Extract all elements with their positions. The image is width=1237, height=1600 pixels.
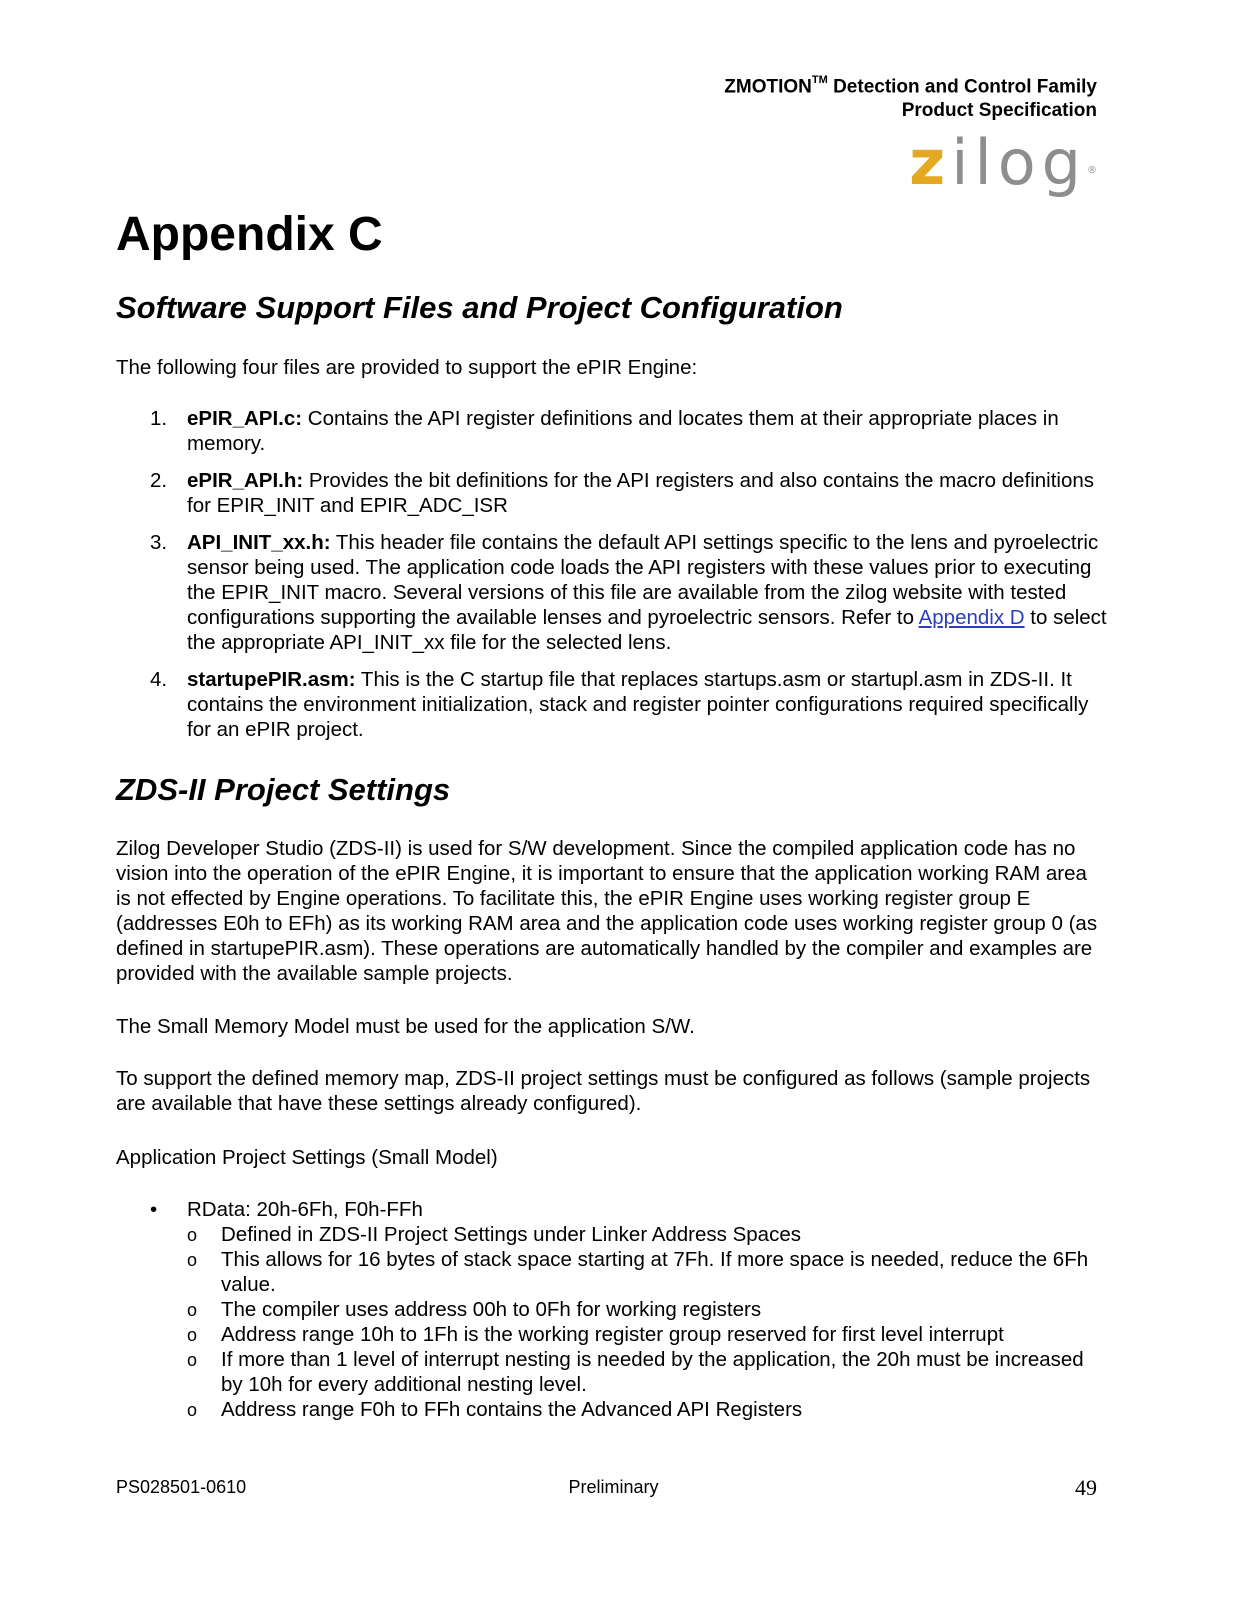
list-number: 4. xyxy=(150,668,168,691)
sub-item-text: The compiler uses address 00h to 0Fh for working registers xyxy=(221,1298,762,1321)
sub-list-item xyxy=(187,1347,1110,1397)
sub-list-item xyxy=(187,1322,1110,1347)
memory-map-paragraph: To support the defined memory map, ZDS-II project settings must be configured as follows (sample projects are available that have these settings already configured). xyxy=(116,1067,1091,1115)
section-heading-software-support: Software Support Files and Project Configuration xyxy=(116,290,843,325)
sub-item-text: If more than 1 level of interrupt nesting is needed by the application, the 20h must be increased by 10h for every additional nesting level. xyxy=(221,1348,1084,1396)
list-number: 3. xyxy=(150,531,168,554)
list-number: 2. xyxy=(150,469,168,492)
logo-letters-rest: ilog xyxy=(951,126,1087,199)
file-name: startupePIR.asm: xyxy=(187,668,356,691)
circle-bullet-icon: o xyxy=(187,1325,198,1345)
circle-bullet-icon: o xyxy=(187,1350,198,1370)
support-files-list xyxy=(150,406,1110,754)
header-subtitle: Product Specification xyxy=(901,100,1097,122)
project-settings-label: Application Project Settings (Small Model) xyxy=(116,1146,498,1169)
sub-list-container xyxy=(150,1222,1110,1422)
logo-letter-z: z xyxy=(909,126,952,199)
file-name: API_INIT_xx.h: xyxy=(187,531,331,554)
zds-paragraph: Zilog Developer Studio (ZDS-II) is used for S/W development. Since the compiled application code has no vision into the operation of the ePIR Engine, it is important to ensure that the application working RAM area is not effected by Engine operations. To facilitate this, the ePIR Engine uses working register group E (addresses E0h to EFh) as its working RAM area and the application code uses working register group 0 (as defined in startupePIR.asm). These operations are automatically handled by the compiler and examples are provided with the available sample projects. xyxy=(116,837,1098,985)
list-item xyxy=(150,530,1110,655)
rdata-sub-list xyxy=(150,1222,1110,1422)
circle-bullet-icon: o xyxy=(187,1250,198,1270)
sub-item-text: Defined in ZDS-II Project Settings under Linker Address Spaces xyxy=(221,1223,801,1246)
sub-list-item xyxy=(187,1297,1110,1322)
page-number: 49 xyxy=(1075,1475,1097,1500)
file-description-continued: to select the appropriate API_INIT_xx file for the selected lens. xyxy=(187,606,1107,654)
list-item xyxy=(150,1197,1110,1222)
file-description: Contains the API register definitions and locates them at their appropriate places in memory. xyxy=(187,407,1059,455)
appendix-d-link[interactable]: Appendix D xyxy=(918,606,1025,629)
footer-doc-id: PS028501-0610 xyxy=(116,1477,247,1497)
intro-paragraph: The following four files are provided to support the ePIR Engine: xyxy=(116,356,698,379)
appendix-title: Appendix C xyxy=(116,208,383,261)
sub-item-text: This allows for 16 bytes of stack space starting at 7Fh. If more space is needed, reduce the 6Fh value. xyxy=(221,1248,1089,1296)
list-number: 1. xyxy=(150,407,168,430)
rdata-setting: RData: 20h-6Fh, F0h-FFh xyxy=(187,1198,423,1221)
header-brand: ZMOTION xyxy=(724,76,812,98)
sub-list-item xyxy=(187,1222,1110,1247)
trademark-mark: TM xyxy=(811,74,828,86)
bullet-icon: • xyxy=(150,1198,158,1221)
list-item xyxy=(150,406,1110,456)
memory-model-paragraph: The Small Memory Model must be used for the application S/W. xyxy=(116,1015,695,1038)
circle-bullet-icon: o xyxy=(187,1300,198,1320)
settings-list xyxy=(150,1197,1110,1422)
page-header xyxy=(724,70,1097,123)
header-title-rest: Detection and Control Family xyxy=(827,76,1097,98)
zilog-logo xyxy=(909,128,1097,198)
header-title xyxy=(724,70,1097,99)
sub-item-text: Address range F0h to FFh contains the Advanced API Registers xyxy=(221,1398,803,1421)
circle-bullet-icon: o xyxy=(187,1225,198,1245)
file-description: This header file contains the default API settings specific to the lens and pyroelectric sensor being used. The application code loads the API registers with these values prior to executing the EPIR_INIT macro. Several versions of this file are available from the zilog website with tested configurations supporting the available lenses and pyroelectric sensors. Refer to xyxy=(187,531,1099,629)
sub-item-text: Address range 10h to 1Fh is the working register group reserved for first level interrupt xyxy=(221,1323,1004,1346)
file-description: Provides the bit definitions for the API registers and also contains the macro definitions for EPIR_INIT and EPIR_ADC_ISR xyxy=(187,469,1095,517)
logo-registered-mark: ® xyxy=(1087,165,1097,176)
list-item xyxy=(150,667,1110,742)
file-description: This is the C startup file that replaces startups.asm or startupl.asm in ZDS-II. It contains the environment initialization, stack and register pointer configurations required specifically for an ePIR project. xyxy=(187,668,1089,741)
footer-status: Preliminary xyxy=(568,1477,659,1497)
file-name: ePIR_API.c: xyxy=(187,407,303,430)
sub-list-item xyxy=(187,1247,1110,1297)
section-heading-zds-settings: ZDS-II Project Settings xyxy=(116,772,451,807)
circle-bullet-icon: o xyxy=(187,1400,198,1420)
list-item xyxy=(150,468,1110,518)
file-name: ePIR_API.h: xyxy=(187,469,304,492)
sub-list-item xyxy=(187,1397,1110,1422)
